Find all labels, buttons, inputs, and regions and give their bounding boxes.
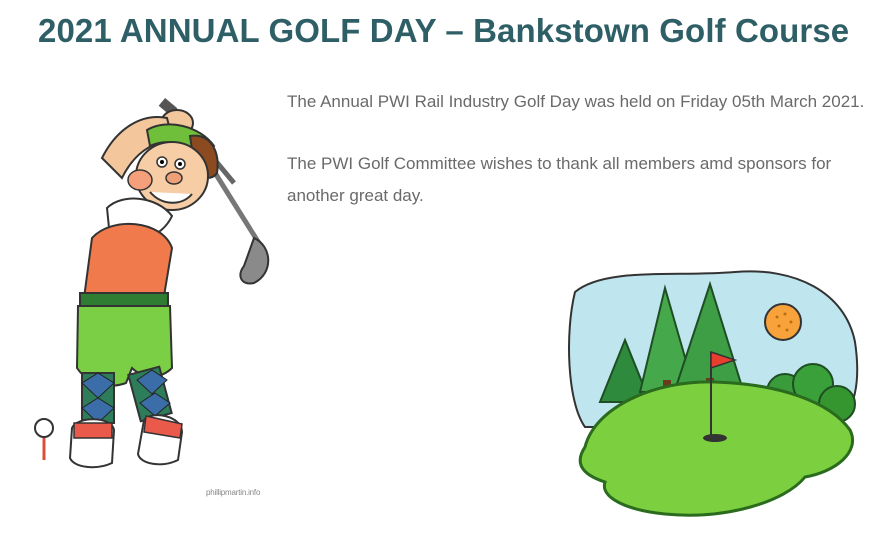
paragraph-event: The Annual PWI Rail Industry Golf Day was held on Friday 05th March 2021.	[287, 92, 865, 111]
image-credit: phillipmartin.info	[206, 488, 261, 497]
paragraph-thanks: The PWI Golf Committee wishes to thank all members amd sponsors for another great day.	[287, 154, 832, 205]
article-body	[287, 86, 867, 242]
golfer-illustration	[22, 98, 272, 508]
golf-course-illustration	[565, 262, 865, 524]
page-title: 2021 ANNUAL GOLF DAY – Bankstown Golf Course	[38, 12, 850, 49]
